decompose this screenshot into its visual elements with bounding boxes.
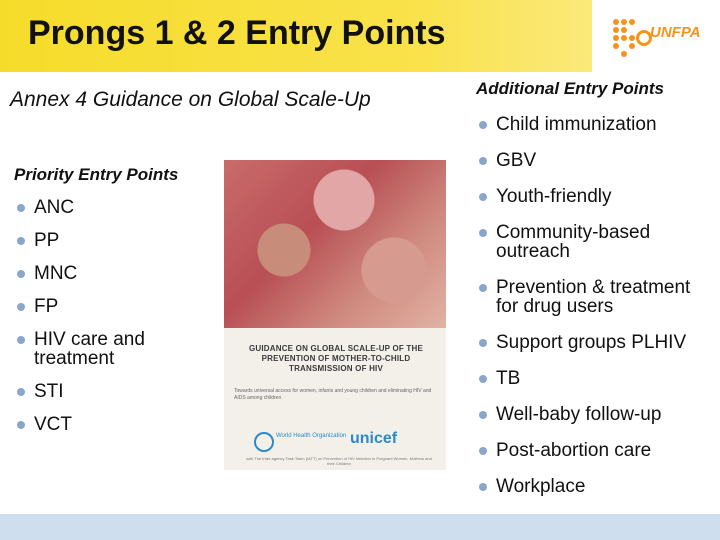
list-item: Post-abortion care <box>476 441 712 460</box>
cover-subtitle: Towards universal access for women, infants and young children and eliminating HIV and AIDS among children <box>234 388 432 401</box>
guidance-subtitle: Annex 4 Guidance on Global Scale-Up <box>10 88 371 111</box>
list-item: Workplace <box>476 477 712 496</box>
list-item: Youth-friendly <box>476 187 712 206</box>
list-item: Well-baby follow-up <box>476 405 712 424</box>
list-item: PP <box>14 231 214 250</box>
guidance-cover-image <box>224 160 446 470</box>
list-item: VCT <box>14 415 214 434</box>
who-label: World Health Organization <box>276 433 347 439</box>
priority-list <box>14 198 214 448</box>
cover-footer: with The Inter-agency Task Team (IATT) on Prevention of HIV Infection in Pregnant Women, Mothers and their Children <box>246 456 432 466</box>
unfpa-logo-text: UNFPA <box>650 24 701 41</box>
cover-photo <box>224 160 446 328</box>
priority-heading: Priority Entry Points <box>14 165 179 184</box>
list-item: TB <box>476 369 712 388</box>
who-icon <box>254 432 274 452</box>
list-item: STI <box>14 382 214 401</box>
list-item: HIV care and treatment <box>14 330 174 368</box>
list-item: GBV <box>476 151 712 170</box>
list-item: Support groups PLHIV <box>476 333 712 352</box>
unicef-label: unicef <box>350 430 398 447</box>
additional-heading: Additional Entry Points <box>476 79 664 98</box>
cover-title: GUIDANCE ON GLOBAL SCALE-UP OF THE PREVENTION OF MOTHER-TO-CHILD TRANSMISSION OF HIV <box>248 344 424 373</box>
list-item: Community-based outreach <box>476 223 686 261</box>
additional-list <box>476 115 712 513</box>
list-item: FP <box>14 297 214 316</box>
list-item: Prevention & treatment for drug users <box>476 278 711 316</box>
footer-bar <box>0 514 720 540</box>
cover-logos <box>254 430 424 452</box>
page-title: Prongs 1 & 2 Entry Points <box>28 14 446 52</box>
list-item: MNC <box>14 264 214 283</box>
list-item: ANC <box>14 198 214 217</box>
list-item: Child immunization <box>476 115 712 134</box>
